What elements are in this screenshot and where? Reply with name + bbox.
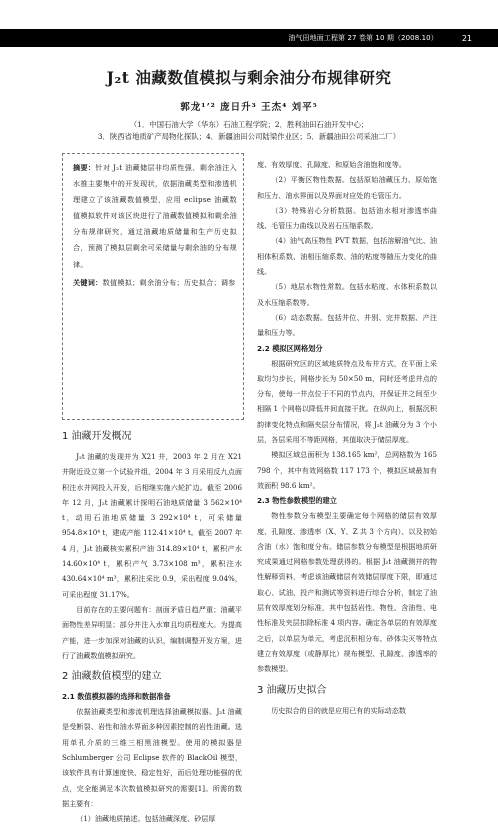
journal-header-text: 油气田地面工程第 27 卷第 10 期（2008.10） [288,34,438,42]
section-2-1-paragraph: 依据油藏类型和渗流机理选择油藏模拟器。J₂t 油藏是受断裂、岩性和油水界面多种因素控制的岩性油藏。选用单孔介质的三维三相黑油模型。使用的模拟器是 Schlumberger 公司 Eclipse 软件的 BlackOil 模型，该软件具有计算速度快、稳定性好，而后处理功能强的优点，完全能满足本次数值模拟研究的需要[1]。所需的数据主要有： [62,707,242,808]
affiliation-line-1: （1．中国石油大学（华东）石油工程学院；2．胜利油田石油开发中心； [129,120,369,129]
abstract-paragraph [73,160,237,273]
affiliation-line-2: 3．陕西省地质矿产局物化探队；4．新疆油田公司陆梁作业区；5．新疆油田公司采油二厂） [97,132,401,141]
section-1-paragraph-2: 目前存在的主要问题有：剖面矛盾日趋严重；油藏平面物性差异明显；部分井注入水窜且均质程度大。为提高产能，进一步加深对油藏的认识，编制调整开发方案，进行了油藏数值模拟研究。 [62,604,242,660]
data-item-5: （5）地层水物性常数。包括水粘度、水体积系数以及水压缩系数等。 [257,282,437,307]
paper-authors: 郭龙¹ʼ² 庞日升³ 王杰⁴ 刘平⁵ [180,102,318,113]
right-column [257,157,437,718]
data-item-6: （6）动态数据。包括井位、井别、完井数据、产注量和压力等。 [257,312,437,338]
keywords-text: 数值模拟；剩余油分布；历史拟合；调参 [102,277,236,287]
section-2-2-paragraph-1: 根据研究区的区域地质特点及布井方式，在平面上采取均匀步长，网格步长为 50×50 m，同时还考虑井点的分布，使每一井点位于不同的节点内，井保证井之间至少相隔 1 个网格以降低井间直接干扰。在纵向上，根据沉积韵律变化特点和隔夹层分布情况，将 J₂t 油藏分为 3 个小层，各层采用不等距网格，其值取决于储层厚度。 [257,358,437,445]
abstract-label: 摘要： [73,163,96,172]
abstract-box [62,153,244,420]
keywords-label: 关键词： [73,277,103,287]
abstract-text: 针对 J₂t 油藏储层非均质性强、剩余油注入水推主要集中的开发现状，依据油藏类型和渗透机理建立了该油藏数值模型，应用 eclipse 油藏数值模拟软件对该区块进行了油藏数值模拟和剩余油分布规律研究，通过油藏地质储量和生产历史拟合，预测了模拟层剩余可采储量与剩余油的分布规律。 [73,163,237,269]
data-item-1-continued: 度、有效厚度、孔隙度、和原始含油饱和度等。 [257,160,406,169]
section-2-3-heading: 2.3 物性参数模型的建立 [257,496,337,506]
data-item-2: （2）平衡区物性数据。包括原始油藏压力、原始饱和压力、油水界面以及界面对应处的毛管压力。 [257,175,437,200]
left-column [62,423,242,827]
section-2-2-paragraph-2: 模拟区域总面积为 138.165 km²，总网格数为 165 798 个，其中有效网格数 117 173 个，模拟区域最加有效面积 98.6 km²。 [257,450,437,490]
section-1-paragraph-1: J₂t 油藏的发现井为 X21 井，2003 年 2 月在 X21 井附近设立第一个试验井组，2004 年 3 月采用反九点面积注水井网投入开发，后相继实施六轮扩边。截至 2006 年 12 月，J₂t 油藏累计探明石油地质储量 3 562×10⁴ t，动用石油地质储量 3 292×10⁴ t，可采储量 954.8×10⁴ t，建成产能 112.41×10⁴ t。截至 2007 年 4 月，J₂t 油藏核实累积产油 314.89×10⁴ t，累积产水 14.60×10⁴ t，累积产气 3.73×108 m³，累积注水 430.64×10⁴ m³，累积注采比 0.9，采出程度 9.04%，可采出程度 31.17%。 [62,452,242,599]
keywords-paragraph [73,275,237,291]
section-2-1-heading: 2.1 数值模拟器的选择和数据准备 [62,692,171,702]
section-2-heading: 2 油藏数值模型的建立 [62,671,162,683]
paper-title: J₂t 油藏数值模拟与剩余油分布规律研究 [106,68,392,87]
section-1-heading: 1 油藏开发概况 [62,431,132,442]
section-3-heading: 3 油藏历史拟合 [257,684,327,696]
section-3-paragraph: 历史拟合的目的就是应用已有的实际动态数 [271,705,406,715]
page-number: 21 [461,33,472,43]
journal-header-bar [0,29,498,47]
data-item-4: （4）油气高压物性 PVT 数据，包括溶解油气比、油相体积系数、油相压缩系数、油的粘度等随压力变化的曲线。 [257,236,437,277]
section-2-3-paragraph: 物性参数分布模型主要确定每个网格的储层有效厚度、孔隙度、渗透率（X、Y、Z 共 3 个方向）、以及初始含油（水）饱和度分布。储层参数分布模型是根据地质研究成果通过网格参数处理获得的。根据 J₂t 油藏测井的物性解释资料，考虑该油藏储层有效储层厚度下限，即通过取心、试油、投产和测试等资料进行综合分析，制定了油层有效厚度划分标准，其中包括岩性、物性、含油性、电性标准及夹层扣除标准 4 项内容。确定各单层的有效厚度之后，以单层为单元，考虑沉积相分布、砂体尖灭等特点建立有效厚度（或静厚比）规布模型、孔隙度、渗透率的参数模型。 [257,511,437,674]
section-2-2-heading: 2.2 模拟区网格划分 [257,343,323,353]
data-item-1: （1）油藏地质描述。包括油藏深度、砂层厚 [76,814,216,824]
data-item-3: （3）特殊岩心分析数据。包括油水相对渗透率曲线、毛管压力曲线以及岩石压缩系数。 [257,205,437,231]
